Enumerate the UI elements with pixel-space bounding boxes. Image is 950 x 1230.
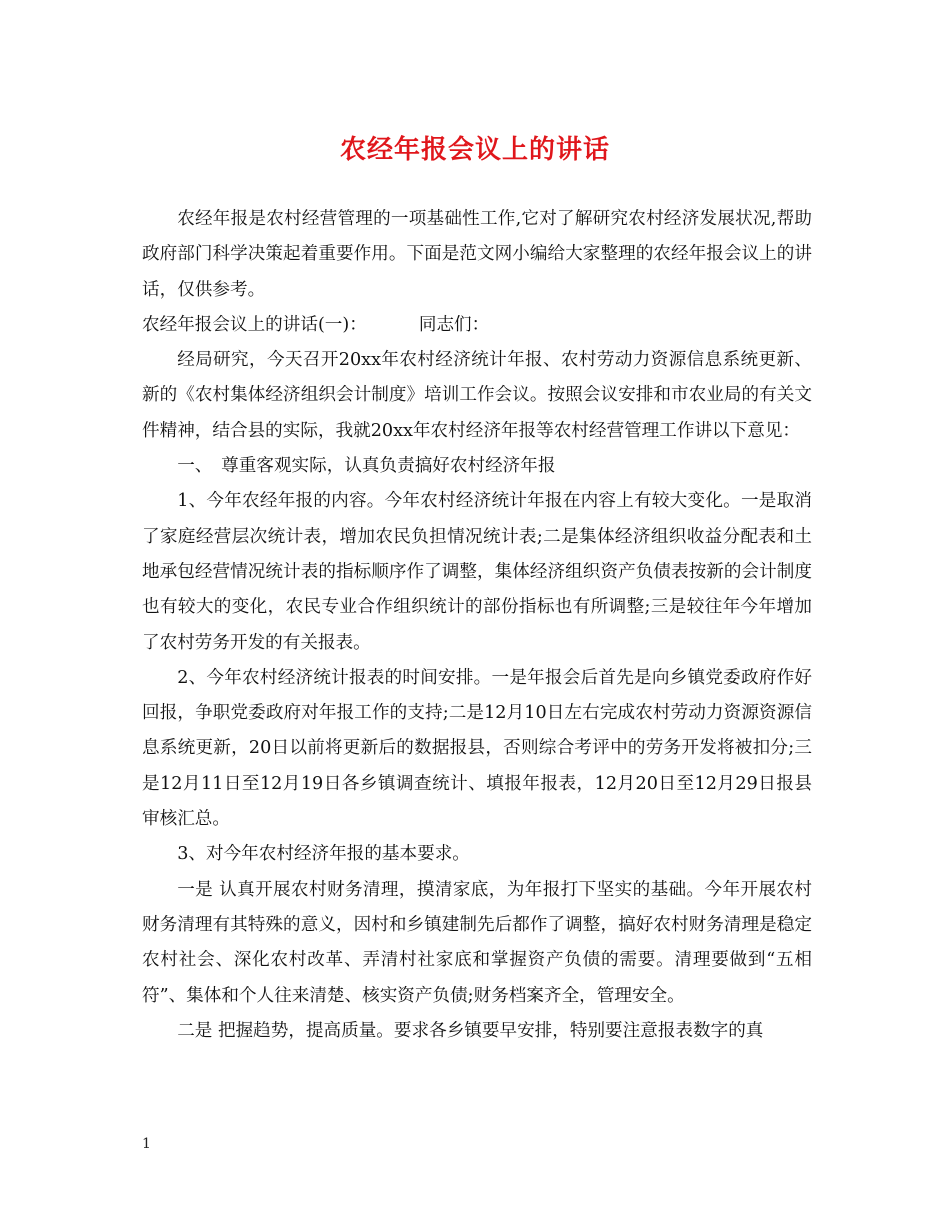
section-heading-line <box>142 308 812 343</box>
body-paragraph: 3、对今年农村经济年报的基本要求。 <box>177 844 470 865</box>
body-paragraph: 二是 把握趋势，提高质量。要求各乡镇要早安排，特别要注意报表数字的真 <box>177 1020 764 1041</box>
body-paragraph: 经局研究，今天召开20xx年农村经济统计年报、农村劳动力资源信息系统更新、新的《农村集体经济组织会计制度》培训工作会议。按照会议安排和市农业局的有关文件精神，结合县的实际，我就20xx年农村经济年报等农村经营管理工作讲以下意见： <box>142 350 812 441</box>
salutation: 同志们： <box>418 314 490 335</box>
section-title-one: 一、 尊重客观实际，认真负责搞好农村经济年报 <box>177 456 556 477</box>
page-number: 1 <box>142 1136 151 1152</box>
body-paragraph: 1、今年农经年报的内容。今年农村经济统计年报在内容上有较大变化。一是取消了家庭经营层次统计表，增加农民负担情况统计表;二是集体经济组织收益分配表和土地承包经营情况统计表的指标顺序作了调整，集体经济组织资产负债表按新的会计制度也有较大的变化，农民专业合作组织统计的部份指标也有所调整;三是较往年今年增加了农村劳务开发的有关报表。 <box>142 491 812 653</box>
document-body <box>142 202 812 1049</box>
intro-paragraph: 农经年报是农村经营管理的一项基础性工作,它对了解研究农村经济发展状况,帮助政府部门科学决策起着重要作用。下面是范文网小编给大家整理的农经年报会议上的讲话，仅供参考。 <box>142 209 812 300</box>
body-paragraph: 2、今年农村经济统计报表的时间安排。一是年报会后首先是向乡镇党委政府作好回报，争职党委政府对年报工作的支持;二是12月10日左右完成农村劳动力资源资源信息系统更新，20日以前将更新后的数据报县，否则综合考评中的劳务开发将被扣分;三是12月11日至12月19日各乡镇调查统计、填报年报表，12月20日至12月29日报县审核汇总。 <box>142 667 812 830</box>
document-title: 农经年报会议上的讲话 <box>339 135 610 165</box>
body-paragraph: 一是 认真开展农村财务清理，摸清家底，为年报打下坚实的基础。今年开展农村财务清理有其特殊的意义，因村和乡镇建制先后都作了调整，搞好农村财务清理是稳定农村社会、深化农村改革、弄清村社家底和掌握资产负债的需要。清理要做到“五相符”、集体和个人往来清楚、核实资产负债;财务档案齐全，管理安全。 <box>142 879 812 1006</box>
section-heading: 农经年报会议上的讲话(一)： <box>142 314 367 335</box>
